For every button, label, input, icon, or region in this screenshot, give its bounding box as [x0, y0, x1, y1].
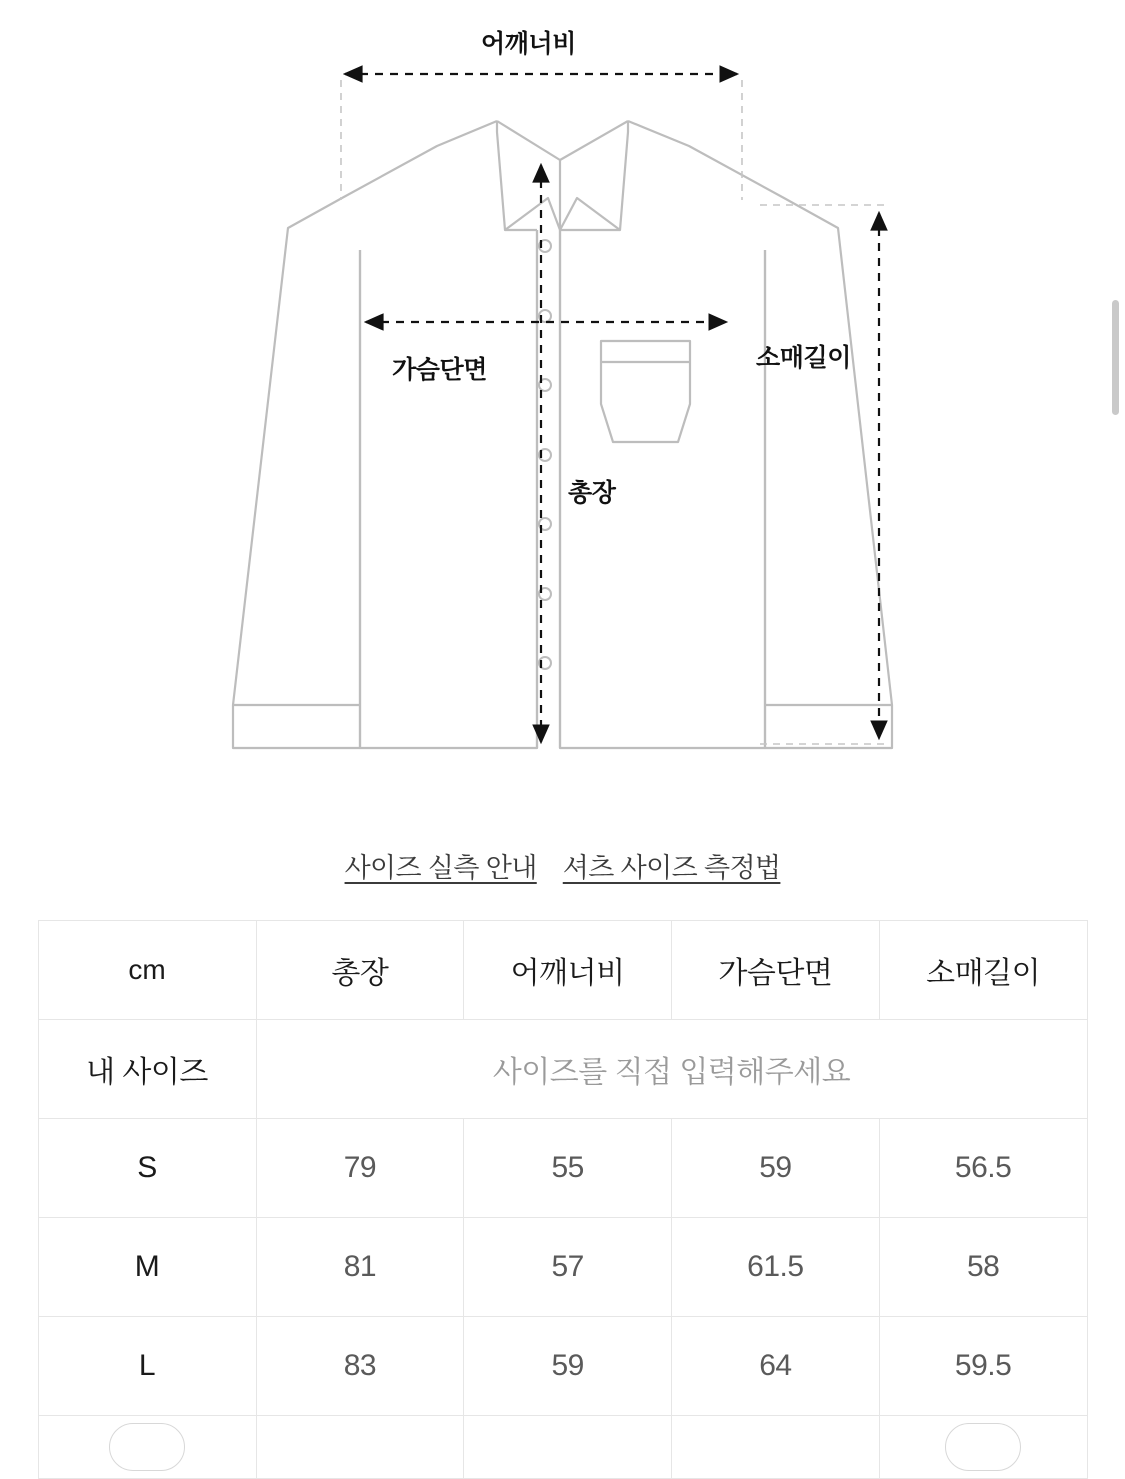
label-sleeve-length: 소매길이 — [756, 344, 852, 372]
pill-placeholder — [464, 1416, 672, 1479]
pill-placeholder — [879, 1416, 1087, 1479]
table-row — [38, 1317, 1087, 1416]
cell-chest-width: 64 — [672, 1317, 880, 1416]
label-shoulder-width: 어깨너비 — [481, 30, 577, 58]
label-chest-width: 가슴단면 — [392, 356, 488, 384]
size-table — [38, 920, 1088, 1479]
cell-shoulder-width: 57 — [464, 1218, 672, 1317]
table-row-my-size[interactable] — [38, 1020, 1087, 1119]
header-total-length: 총장 — [256, 921, 464, 1020]
row-size-label: S — [38, 1119, 256, 1218]
table-row-partial — [38, 1416, 1087, 1479]
my-size-input[interactable]: 사이즈를 직접 입력해주세요 — [256, 1020, 1087, 1119]
header-unit: cm — [38, 921, 256, 1020]
cell-shoulder-width: 55 — [464, 1119, 672, 1218]
table-row — [38, 1218, 1087, 1317]
cell-total-length: 81 — [256, 1218, 464, 1317]
cell-total-length: 83 — [256, 1317, 464, 1416]
page-scrollbar[interactable] — [1112, 300, 1119, 415]
cell-total-length: 79 — [256, 1119, 464, 1218]
pill-placeholder — [256, 1416, 464, 1479]
cell-shoulder-width: 59 — [464, 1317, 672, 1416]
cell-chest-width: 61.5 — [672, 1218, 880, 1317]
my-size-label: 내 사이즈 — [38, 1020, 256, 1119]
pill-placeholder — [672, 1416, 880, 1479]
header-chest-width: 가슴단면 — [672, 921, 880, 1020]
link-shirt-measuring-method[interactable]: 셔츠 사이즈 측정법 — [562, 852, 781, 883]
link-size-measurement-guide[interactable]: 사이즈 실측 안내 — [344, 852, 537, 883]
row-size-label: M — [38, 1218, 256, 1317]
pill-placeholder — [38, 1416, 256, 1479]
label-total-length: 총장 — [568, 479, 616, 507]
header-sleeve-length: 소매길이 — [879, 921, 1087, 1020]
cell-sleeve-length: 59.5 — [879, 1317, 1087, 1416]
table-header-row — [38, 921, 1087, 1020]
cell-sleeve-length: 56.5 — [879, 1119, 1087, 1218]
table-row — [38, 1119, 1087, 1218]
cell-chest-width: 59 — [672, 1119, 880, 1218]
header-shoulder-width: 어깨너비 — [464, 921, 672, 1020]
guide-links — [0, 810, 1125, 920]
cell-sleeve-length: 58 — [879, 1218, 1087, 1317]
row-size-label: L — [38, 1317, 256, 1416]
